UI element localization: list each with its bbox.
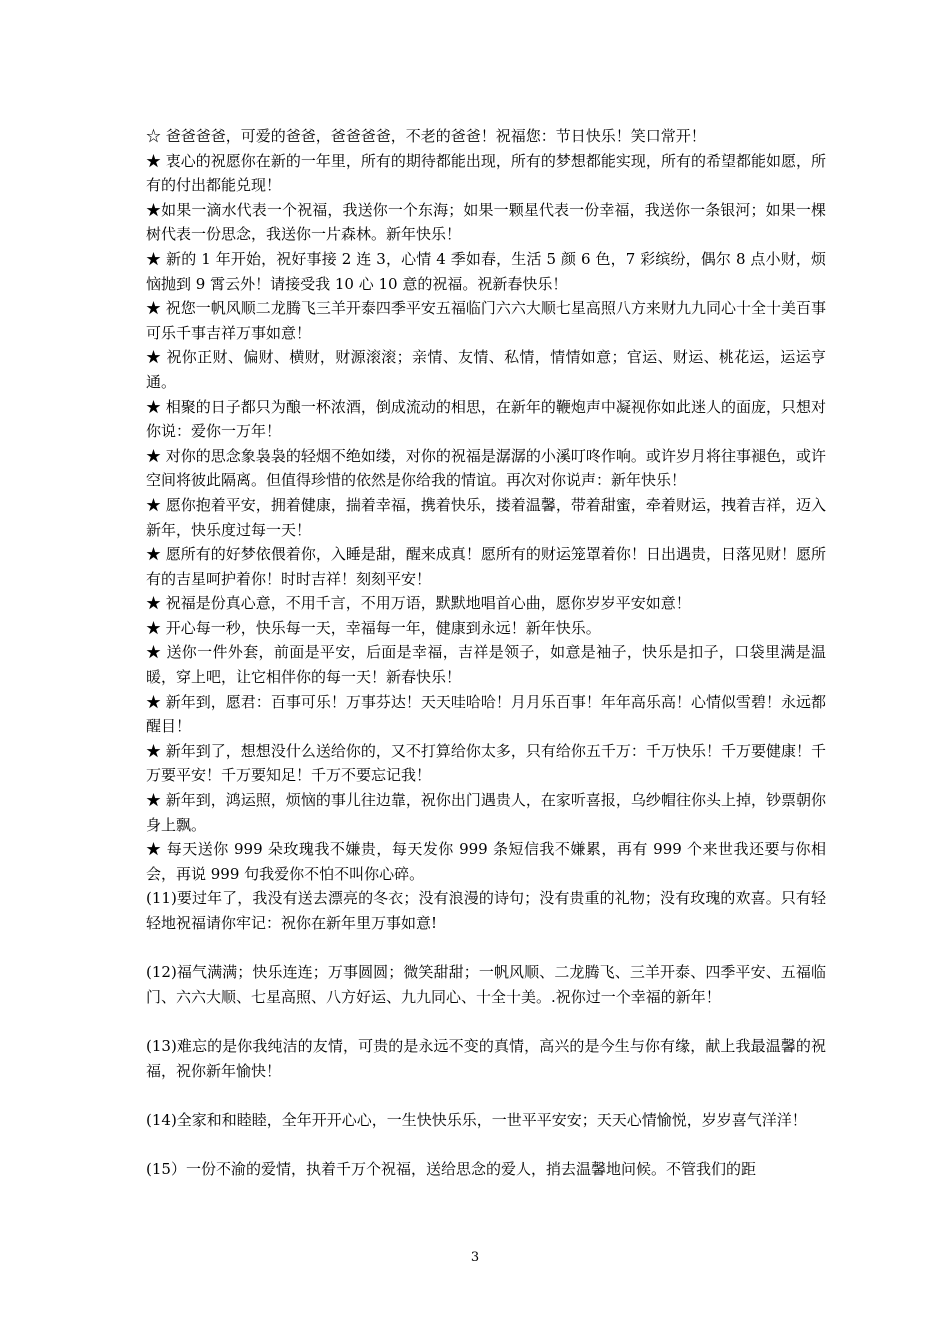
paragraph: ★如果一滴水代表一个祝福，我送你一个东海；如果一颗星代表一份幸福，我送你一条银河；如果一棵树代表一份思念，我送你一片森林。新年快乐！ <box>146 200 826 244</box>
paragraph: ★ 祝你正财、偏财、横财，财源滚滚；亲情、友情、私情，情情如意；官运、财运、桃花运，运运亨通。 <box>146 348 826 391</box>
paragraph-gap <box>146 1009 826 1034</box>
paragraph: ★ 愿你抱着平安，拥着健康，揣着幸福，携着快乐，搂着温馨，带着甜蜜，牵着财运，拽着吉祥，迈入新年，快乐度过每一天！ <box>146 495 826 539</box>
paragraph-gap <box>146 936 826 961</box>
paragraph: ★ 祝福是份真心意，不用千言，不用万语，默默地唱首心曲，愿你岁岁平安如意！ <box>146 594 691 613</box>
paragraph-gap <box>146 1083 826 1108</box>
paragraph: ★ 开心每一秒，快乐每一天，幸福每一年，健康到永远！新年快乐。 <box>146 618 601 637</box>
paragraph: ★ 每天送你 999 朵玫瑰我不嫌贵，每天发你 999 条短信我不嫌累，再有 999 个来世我还要与你相会，再说 999 句我爱你不怕不叫你心碎。 <box>146 840 826 883</box>
paragraph: (11)要过年了，我没有送去漂亮的冬衣；没有浪漫的诗句；没有贵重的礼物；没有玫瑰的欢喜。只有轻轻地祝福请你牢记：祝你在新年里万事如意! <box>146 889 826 932</box>
paragraph: ★ 祝您一帆风顺二龙腾飞三羊开泰四季平安五福临门六六大顺七星高照八方来财九九同心十全十美百事可乐千事吉祥万事如意！ <box>146 299 826 342</box>
paragraph: ★ 新年到，鸿运照，烦恼的事儿往边靠，祝你出门遇贵人，在家听喜报，乌纱帽往你头上掉，钞票朝你身上飘。 <box>146 791 826 834</box>
paragraph: (13)难忘的是你我纯洁的友情，可贵的是永远不变的真情，高兴的是今生与你有缘，献上我最温馨的祝福，祝你新年愉快！ <box>146 1036 826 1080</box>
paragraph: ★ 愿所有的好梦依偎着你，入睡是甜，醒来成真！愿所有的财运笼罩着你！日出遇贵，日落见财！愿所有的吉星呵护着你！时时吉祥！刻刻平安！ <box>146 545 826 588</box>
paragraph: (14)全家和和睦睦，全年开开心心，一生快快乐乐，一世平平安安；天天心情愉悦，岁岁喜气洋洋！ <box>146 1110 807 1129</box>
paragraph: (15）一份不渝的爱情，执着千万个祝福，送给思念的爱人，捎去温馨地问候。不管我们的距 <box>146 1159 756 1178</box>
document-body <box>146 124 826 1182</box>
paragraph: ★ 新的 1 年开始，祝好事接 2 连 3，心情 4 季如春，生活 5 颜 6 色，7 彩缤纷，偶尔 8 点小财，烦恼抛到 9 霄云外！请接受我 10 心 10 意的祝福。祝新春快乐！ <box>146 249 826 293</box>
paragraph: ★ 衷心的祝愿你在新的一年里，所有的期待都能出现，所有的梦想都能实现，所有的希望都能如愿，所有的付出都能兑现！ <box>146 151 826 195</box>
paragraph: (12)福气满满；快乐连连；万事圆圆；微笑甜甜；一帆风顺、二龙腾飞、三羊开泰、四季平安、五福临门、六六大顺、七星高照、八方好运、九九同心、十全十美。.祝你过一个幸福的新年！ <box>146 963 826 1006</box>
page-number: 3 <box>470 1250 480 1265</box>
paragraph: ☆ 爸爸爸爸，可爱的爸爸，爸爸爸爸，不老的爸爸！祝福您：节日快乐！笑口常开！ <box>146 127 706 145</box>
paragraph: ★ 相聚的日子都只为酿一杯浓酒，倒成流动的相思，在新年的鞭炮声中凝视你如此迷人的面庞，只想对你说：爱你一万年！ <box>146 397 826 441</box>
paragraph: ★ 对你的思念象袅袅的轻烟不绝如缕，对你的祝福是潺潺的小溪叮咚作响。或许岁月将往事褪色，或许空间将彼此隔离。但值得珍惜的依然是你给我的情谊。再次对你说声：新年快乐！ <box>146 446 826 490</box>
paragraph: ★ 新年到了，想想没什么送给你的，又不打算给你太多，只有给你五千万：千万快乐！千万要健康！千万要平安！千万要知足！千万不要忘记我！ <box>146 741 826 785</box>
paragraph: ★ 新年到，愿君：百事可乐！万事芬达！天天哇哈哈！月月乐百事！年年高乐高！心情似雪碧！永远都醒目！ <box>146 692 826 736</box>
paragraph: ★ 送你一件外套，前面是平安，后面是幸福，吉祥是领子，如意是袖子，快乐是扣子，口袋里满是温暖，穿上吧，让它相伴你的每一天！新春快乐！ <box>146 643 826 687</box>
paragraph-gap <box>146 1132 826 1157</box>
